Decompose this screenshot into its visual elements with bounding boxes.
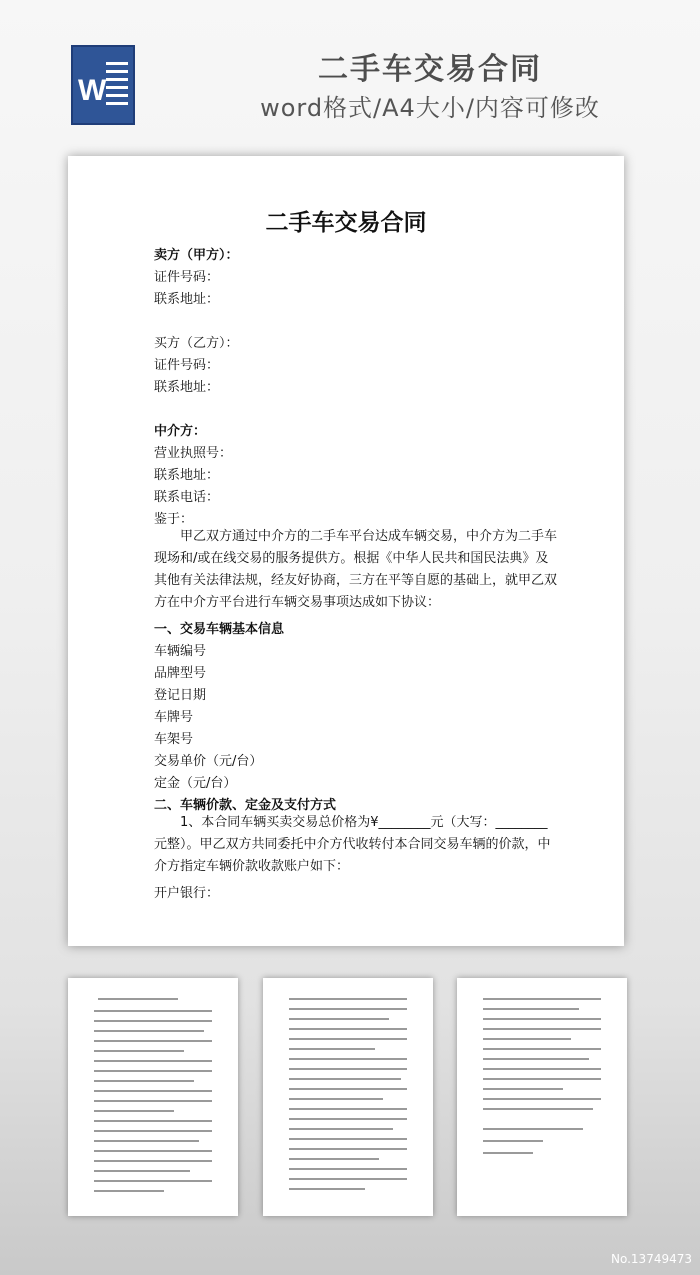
buyer-label: 买方（乙方）： bbox=[154, 336, 239, 351]
banner-title: 二手车交易合同 bbox=[318, 52, 542, 87]
page-thumbnail[interactable] bbox=[457, 978, 627, 1216]
section1-heading: 一、交易车辆基本信息 bbox=[154, 622, 285, 637]
agent-phone-label: 联系电话： bbox=[154, 490, 220, 505]
vehicle-info-item: 交易单价（元/台） bbox=[154, 754, 263, 769]
seller-label: 卖方（甲方）： bbox=[154, 248, 239, 263]
image-id: No.13749473 bbox=[611, 1252, 692, 1266]
vehicle-info-item: 车辆编号 bbox=[154, 644, 207, 659]
agent-address-label: 联系地址： bbox=[154, 468, 220, 483]
svg-text:W: W bbox=[78, 74, 107, 107]
agent-license-label: 营业执照号： bbox=[154, 446, 233, 461]
buyer-address-label: 联系地址： bbox=[154, 380, 220, 395]
vehicle-info-item: 车架号 bbox=[154, 732, 194, 747]
vehicle-info-item: 车牌号 bbox=[154, 710, 194, 725]
banner-subtitle: word格式/A4大小/内容可修改 bbox=[260, 94, 600, 122]
seller-id-label: 证件号码： bbox=[154, 270, 220, 285]
document-title: 二手车交易合同 bbox=[265, 209, 427, 236]
seller-address-label: 联系地址： bbox=[154, 292, 220, 307]
document-page bbox=[68, 156, 624, 946]
vehicle-info-item: 定金（元/台） bbox=[154, 776, 237, 791]
page-thumbnail[interactable] bbox=[263, 978, 433, 1216]
whereas-label: 鉴于： bbox=[154, 512, 194, 527]
bank-label: 开户银行： bbox=[154, 886, 220, 901]
vehicle-info-item: 登记日期 bbox=[154, 688, 207, 703]
preamble-paragraph: 甲乙双方通过中介方的二手车平台达成车辆交易，中介方为二手车现场和/或在线交易的服务提供方。根据《中华人民共和国民法典》及其他有关法律法规，经友好协商，三方在平等自愿的基础上，就甲乙双方在中介方平台进行车辆交易事项达成如下协议： bbox=[154, 529, 558, 610]
vehicle-info-item: 品牌型号 bbox=[154, 666, 207, 681]
section2-heading: 二、车辆价款、定金及支付方式 bbox=[154, 798, 337, 813]
buyer-id-label: 证件号码： bbox=[154, 358, 220, 373]
page-thumbnail[interactable] bbox=[68, 978, 238, 1216]
word-icon bbox=[70, 44, 136, 126]
clause1-paragraph: 1、本合同车辆买卖交易总价格为¥________元（大写：________元整）。甲乙双方共同委托中介方代收转付本合同交易车辆的价款，中介方指定车辆价款收款账户如下： bbox=[154, 815, 551, 874]
agent-label: 中介方： bbox=[154, 424, 207, 439]
